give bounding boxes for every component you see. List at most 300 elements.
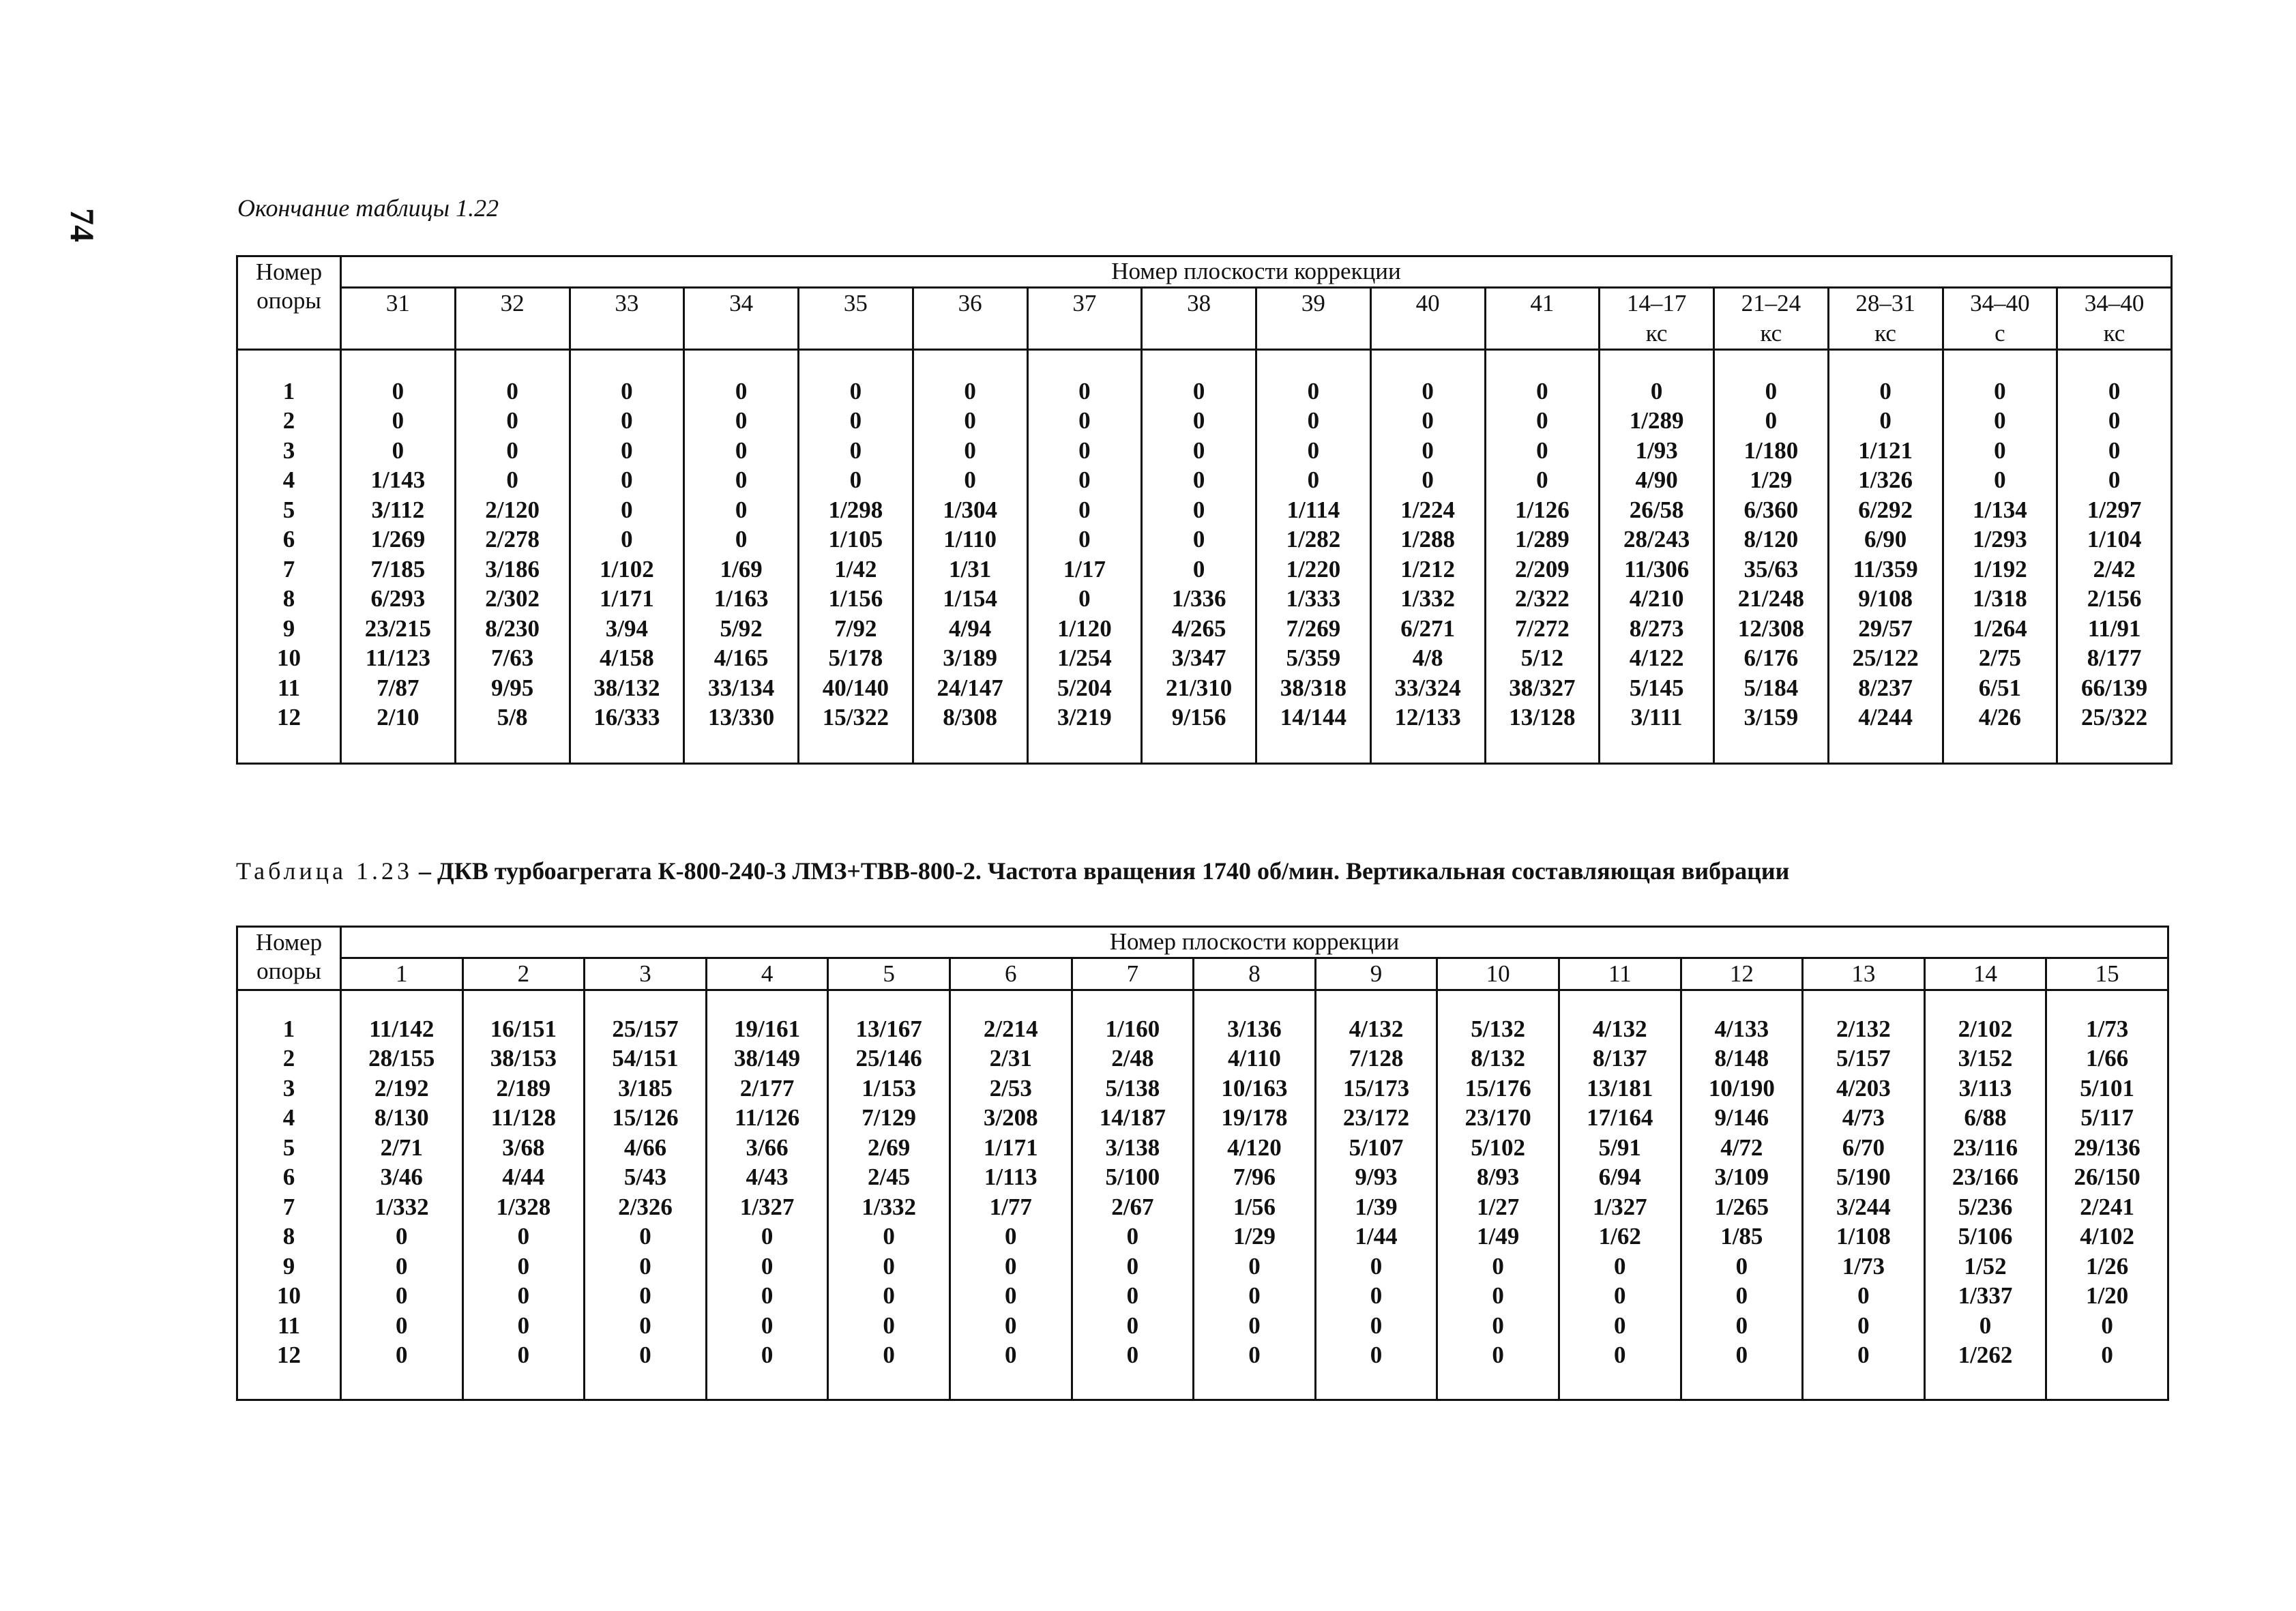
table-cell: 0 [913,436,1027,466]
spacer-cell [1803,990,1925,1014]
table-cell: 0 [1315,1252,1437,1282]
table-cell: 2/69 [828,1133,950,1163]
column-header-suffix: кс [2103,319,2125,346]
table-cell: 4/244 [1828,703,1943,733]
table-cell: 25/122 [1828,643,1943,673]
table-cell: 0 [706,1281,828,1311]
column-header-suffix: с [1995,319,2005,346]
table-cell: 13/167 [828,1014,950,1044]
table-cell: 0 [585,1340,707,1370]
table-cell: 1/105 [799,524,913,555]
table-cell: 1/114 [1256,495,1371,525]
table-cell: 11/306 [1600,555,1714,585]
table-cell: 0 [1256,376,1371,407]
table-cell: 0 [799,436,913,466]
table-cell: 0 [706,1252,828,1282]
table-cell: 23/116 [1924,1133,2046,1163]
spacer-cell [1072,990,1194,1014]
spacer-cell [237,733,341,764]
table-cell: 1/20 [2046,1281,2168,1311]
support-number: 10 [237,1281,341,1311]
table-cell: 25/157 [585,1014,707,1044]
table-cell: 5/138 [1072,1074,1194,1104]
table-cell: 13/330 [684,703,799,733]
column-header-number: 31 [385,289,410,316]
table-cell: 24/147 [913,673,1027,703]
support-number: 12 [237,1340,341,1370]
table-cell: 7/129 [828,1103,950,1133]
table-cell: 1/326 [1828,465,1943,495]
table-cell: 0 [1027,436,1142,466]
table-cell: 14/144 [1256,703,1371,733]
table-cell: 2/192 [341,1074,463,1104]
table-cell: 1/328 [462,1192,585,1222]
table-cell: 0 [1256,465,1371,495]
column-header-number: 34–40 [2084,289,2145,316]
table-cell: 0 [828,1340,950,1370]
column-header: 6 [950,958,1072,990]
table-cell: 3/136 [1194,1014,1316,1044]
table-cell: 1/264 [1943,614,2057,644]
table-cell: 66/139 [2057,673,2172,703]
header-row [237,256,2172,288]
support-number: 2 [237,1044,341,1074]
table-cell: 4/210 [1600,584,1714,614]
table-cell: 19/178 [1194,1103,1316,1133]
table-cell: 0 [2057,406,2172,436]
spacer-cell [585,1370,707,1400]
column-header-row [237,287,2172,349]
table-cell: 3/189 [913,643,1027,673]
table-cell: 2/10 [341,703,456,733]
table-cell: 54/151 [585,1044,707,1074]
column-header [799,287,913,349]
spacer-cell [570,733,684,764]
table-cell: 38/327 [1485,673,1600,703]
table-cell: 0 [570,495,684,525]
table-cell: 4/203 [1803,1074,1925,1104]
spacer-cell [1924,990,2046,1014]
table-cell: 0 [455,406,570,436]
table-cell: 0 [455,376,570,407]
column-header-suffix [1029,319,1141,349]
table-cell: 0 [1485,406,1600,436]
spacer-cell [1943,733,2057,764]
table-cell: 1/156 [799,584,913,614]
table-cell: 4/94 [913,614,1027,644]
table-cell: 12/133 [1370,703,1485,733]
table-cell: 2/75 [1943,643,2057,673]
table-cell: 1/293 [1943,524,2057,555]
table-cell: 0 [1370,436,1485,466]
spacer-cell [799,349,913,376]
support-number: 10 [237,643,341,673]
column-header-suffix [1372,319,1484,349]
spacer-cell [1315,990,1437,1014]
table-cell: 1/26 [2046,1252,2168,1282]
column-header-suffix [799,319,912,349]
spacer-cell [1600,349,1714,376]
column-header: 12 [1681,958,1803,990]
support-number: 7 [237,1192,341,1222]
table-row [237,1044,2168,1074]
table-row [237,406,2172,436]
table-cell: 6/70 [1803,1133,1925,1163]
table-cell: 0 [799,465,913,495]
table-cell: 8/120 [1714,524,1829,555]
column-header [1485,287,1600,349]
table-row [237,643,2172,673]
table-cell: 19/161 [706,1014,828,1044]
support-number: 5 [237,495,341,525]
table-cell: 0 [828,1311,950,1341]
spacer-row [237,349,2172,376]
spacer-cell [706,990,828,1014]
column-header [570,287,684,349]
table-cell: 1/269 [341,524,456,555]
table-cell: 0 [1370,406,1485,436]
table-cell: 0 [1194,1252,1316,1282]
support-number: 11 [237,1311,341,1341]
column-header-number: 38 [1187,289,1211,316]
table-cell: 0 [1142,436,1256,466]
table-cell: 4/132 [1559,1014,1681,1044]
table-row [237,1074,2168,1104]
table-cell: 7/63 [455,643,570,673]
table-cell: 25/322 [2057,703,2172,733]
table-cell: 35/63 [1714,555,1829,585]
table-cell: 0 [1714,376,1829,407]
column-header-suffix: кс [1874,319,1896,346]
table-cell: 9/146 [1681,1103,1803,1133]
table-cell: 2/45 [828,1162,950,1192]
column-header: 9 [1315,958,1437,990]
table-cell: 2/48 [1072,1044,1194,1074]
table-cell: 5/102 [1437,1133,1559,1163]
table-cell: 38/149 [706,1044,828,1074]
table-cell: 7/92 [799,614,913,644]
column-header [1027,287,1142,349]
table-cell: 0 [1485,376,1600,407]
table-cell: 0 [1559,1340,1681,1370]
table-cell: 5/91 [1559,1133,1681,1163]
table-cell: 1/265 [1681,1192,1803,1222]
table-cell: 8/308 [913,703,1027,733]
column-header: 3 [585,958,707,990]
column-header [1828,287,1943,349]
column-header-number: 41 [1530,289,1555,316]
table-cell: 1/153 [828,1074,950,1104]
table-cell: 5/204 [1027,673,1142,703]
table-cell: 2/120 [455,495,570,525]
table-cell: 1/39 [1315,1192,1437,1222]
table-cell: 3/112 [341,495,456,525]
column-header: 5 [828,958,950,990]
table-cell: 2/189 [462,1074,585,1104]
spacer-cell [1256,733,1371,764]
table-cell: 3/152 [1924,1044,2046,1074]
table-cell: 7/87 [341,673,456,703]
table-cell: 2/132 [1803,1014,1925,1044]
support-number: 6 [237,1162,341,1192]
table-cell: 21/310 [1142,673,1256,703]
table-row [237,1281,2168,1311]
table-cell: 0 [462,1222,585,1252]
table-cell: 5/190 [1803,1162,1925,1192]
table-cell: 1/297 [2057,495,2172,525]
column-header-number: 28–31 [1855,289,1915,316]
table-cell: 0 [341,406,456,436]
table-cell: 0 [341,1340,463,1370]
support-number: 11 [237,673,341,703]
column-header: 2 [462,958,585,990]
table-cell: 0 [1600,376,1714,407]
column-header-suffix [1486,319,1599,349]
spacer-cell [341,1370,463,1400]
bottom-spacer-row [237,1370,2168,1400]
table-row [237,1311,2168,1341]
spacer-cell [828,1370,950,1400]
table-cell: 33/134 [684,673,799,703]
table-cell: 4/132 [1315,1014,1437,1044]
table-cell: 0 [706,1340,828,1370]
table-cell: 0 [462,1281,585,1311]
table-cell: 1/66 [2046,1044,2168,1074]
column-header [341,287,456,349]
table-cell: 5/100 [1072,1162,1194,1192]
table-cell: 6/51 [1943,673,2057,703]
table-cell: 0 [1485,436,1600,466]
table-cell: 1/163 [684,584,799,614]
table-cell: 1/282 [1256,524,1371,555]
table-cell: 5/92 [684,614,799,644]
table-cell: 0 [950,1340,1072,1370]
table-cell: 1/120 [1027,614,1142,644]
table-cell: 1/17 [1027,555,1142,585]
table-cell: 0 [1194,1281,1316,1311]
table-cell: 11/123 [341,643,456,673]
table-row [237,555,2172,585]
table-cell: 1/85 [1681,1222,1803,1252]
table-cell: 1/113 [950,1162,1072,1192]
header-row [237,927,2168,958]
support-number: 6 [237,524,341,555]
table-cell: 2/53 [950,1074,1072,1104]
table-cell: 1/332 [1370,584,1485,614]
table-cell: 8/148 [1681,1044,1803,1074]
table-cell: 1/336 [1142,584,1256,614]
spacer-cell [1485,349,1600,376]
table-cell: 1/49 [1437,1222,1559,1252]
column-header-number: 36 [958,289,982,316]
table-cell: 0 [950,1252,1072,1282]
table-cell: 0 [1485,465,1600,495]
table-cell: 0 [570,465,684,495]
table-cell: 9/93 [1315,1162,1437,1192]
table-cell: 8/93 [1437,1162,1559,1192]
table-cell: 1/332 [341,1192,463,1222]
table-cell: 0 [1681,1281,1803,1311]
table-cell: 5/184 [1714,673,1829,703]
table-row [237,1133,2168,1163]
column-header-suffix [456,319,569,349]
table-cell: 0 [799,406,913,436]
table-cell: 3/185 [585,1074,707,1104]
table-cell: 11/359 [1828,555,1943,585]
column-header-number: 39 [1301,289,1325,316]
column-header-number: 35 [843,289,868,316]
table-cell: 0 [1559,1311,1681,1341]
table-cell: 1/224 [1370,495,1485,525]
table-cell: 15/176 [1437,1074,1559,1104]
table-cell: 1/62 [1559,1222,1681,1252]
table-cell: 1/134 [1943,495,2057,525]
table-cell: 5/12 [1485,643,1600,673]
table-cell: 6/176 [1714,643,1829,673]
column-header-number: 32 [500,289,525,316]
table-cell: 0 [570,376,684,407]
table-cell: 0 [462,1252,585,1282]
column-header: 11 [1559,958,1681,990]
table-cell: 29/57 [1828,614,1943,644]
table-cell: 21/248 [1714,584,1829,614]
table-cell: 3/347 [1142,643,1256,673]
table-row [237,495,2172,525]
column-header-number: 34–40 [1970,289,2030,316]
support-number: 4 [237,1103,341,1133]
table-cell: 0 [913,376,1027,407]
table-row [237,1222,2168,1252]
spacer-row [237,990,2168,1014]
table-cell: 0 [1142,555,1256,585]
table-cell: 1/110 [913,524,1027,555]
table-cell: 2/209 [1485,555,1600,585]
table-cell: 0 [570,406,684,436]
table-cell: 6/293 [341,584,456,614]
table-cell: 0 [1027,376,1142,407]
table-cell: 0 [706,1222,828,1252]
table-cell: 0 [1681,1311,1803,1341]
table-cell: 11/91 [2057,614,2172,644]
column-header [684,287,799,349]
spacer-cell [462,1370,585,1400]
table-cell: 0 [828,1252,950,1282]
table-cell: 3/94 [570,614,684,644]
table-cell: 5/43 [585,1162,707,1192]
table-cell: 0 [1437,1340,1559,1370]
table-cell: 0 [950,1222,1072,1252]
row-header-bottom: опоры [237,958,341,990]
table-cell: 1/52 [1924,1252,2046,1282]
row-header-bottom: опоры [237,287,341,349]
table-cell: 0 [1027,495,1142,525]
table-cell: 1/298 [799,495,913,525]
support-number: 12 [237,703,341,733]
table-cell: 40/140 [799,673,913,703]
table-cell: 5/117 [2046,1103,2168,1133]
spacer-cell [1437,990,1559,1014]
spacer-cell [1370,733,1485,764]
table-cell: 4/158 [570,643,684,673]
table-cell: 0 [1194,1311,1316,1341]
table-cell: 0 [913,465,1027,495]
column-header-suffix [571,319,683,349]
table-cell: 9/156 [1142,703,1256,733]
column-header-number: 40 [1415,289,1440,316]
table-cell: 1/154 [913,584,1027,614]
table-row [237,465,2172,495]
table-cell: 0 [1437,1281,1559,1311]
table-cell: 23/170 [1437,1103,1559,1133]
column-header-suffix [914,319,1027,349]
spacer-cell [1072,1370,1194,1400]
table-cell: 5/145 [1600,673,1714,703]
table-row [237,1192,2168,1222]
table-cell: 0 [1681,1340,1803,1370]
table-row [237,436,2172,466]
table-cell: 4/90 [1600,465,1714,495]
column-header: 1 [341,958,463,990]
table-row [237,524,2172,555]
table-cell: 0 [2057,376,2172,407]
table-cell: 29/136 [2046,1133,2168,1163]
table-cell: 3/113 [1924,1074,2046,1104]
spacer-cell [684,349,799,376]
spacer-cell [1194,1370,1316,1400]
spacer-cell [341,990,463,1014]
table-cell: 1/56 [1194,1192,1316,1222]
table-cell: 4/102 [2046,1222,2168,1252]
spacer-cell [1714,349,1829,376]
table-cell: 4/165 [684,643,799,673]
table-cell: 7/96 [1194,1162,1316,1192]
table-cell: 4/120 [1194,1133,1316,1163]
table-cell: 0 [684,524,799,555]
page-number: 74 [63,208,102,242]
table-cell: 8/230 [455,614,570,644]
support-number: 3 [237,1074,341,1104]
table-cell: 5/236 [1924,1192,2046,1222]
table-cell: 0 [684,406,799,436]
spacer-cell [237,1370,341,1400]
spacer-cell [1828,733,1943,764]
column-header [2057,287,2172,349]
table-cell: 0 [341,1281,463,1311]
table-cell: 0 [570,436,684,466]
table-cell: 0 [1142,524,1256,555]
table-1-23 [236,926,2169,1401]
support-number: 9 [237,614,341,644]
spacer-cell [341,349,456,376]
table-cell: 7/272 [1485,614,1600,644]
table-cell: 0 [1370,376,1485,407]
table-cell: 11/126 [706,1103,828,1133]
table-row [237,673,2172,703]
table-cell: 16/151 [462,1014,585,1044]
table-cell: 0 [462,1340,585,1370]
table-cell: 11/142 [341,1014,463,1044]
support-number: 8 [237,584,341,614]
table-cell: 2/156 [2057,584,2172,614]
spacer-cell [1256,349,1371,376]
column-header-suffix: кс [1645,319,1668,346]
column-header-number: 33 [615,289,639,316]
table-cell: 0 [1027,524,1142,555]
table-cell: 0 [684,465,799,495]
column-header-suffix [685,319,797,349]
spacer-cell [1681,1370,1803,1400]
table-cell: 0 [1828,376,1943,407]
